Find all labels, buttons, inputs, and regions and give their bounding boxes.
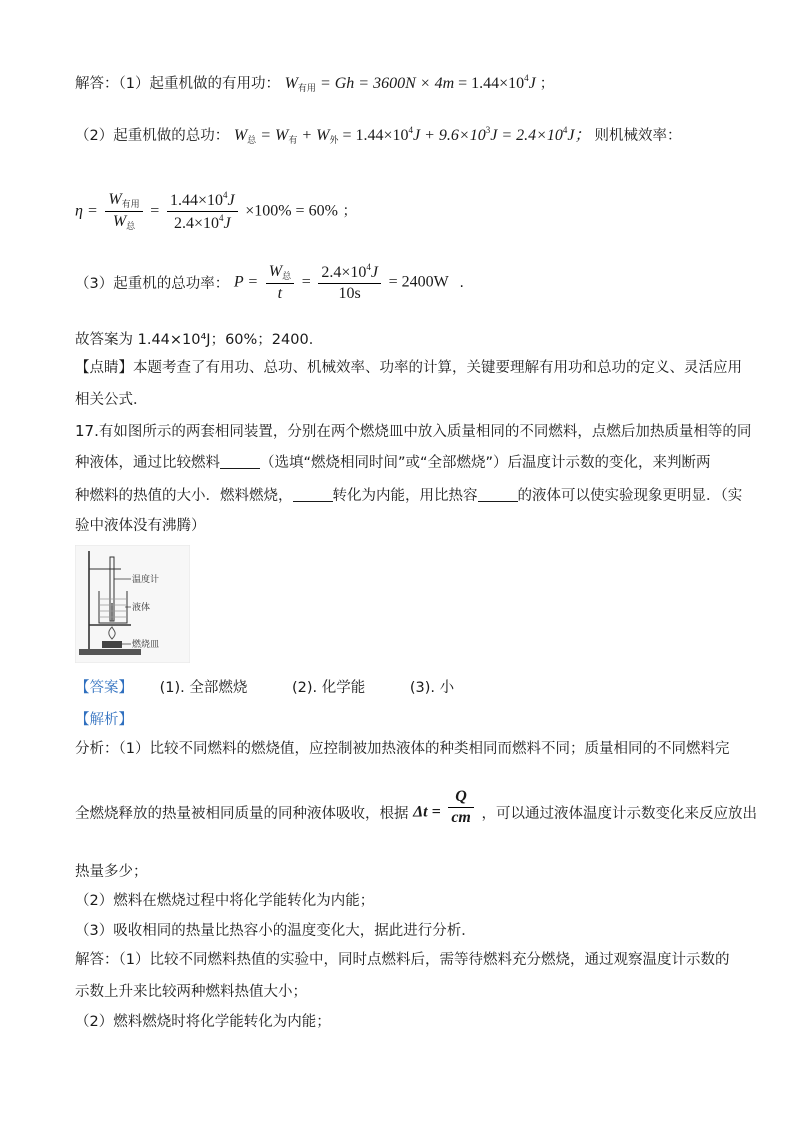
solution-part3-label: （3）起重机的总功率： <box>75 276 230 292</box>
comment-line-2: 相关公式． <box>75 392 148 408</box>
solution-part2-label: （2）起重机做的总功： <box>75 128 230 144</box>
eta-fraction-numeric: $\frac{1.44\times 10^4J}{2.4\times 10^4J}$ <box>167 190 238 233</box>
analysis-line-4: （2）燃料在燃烧过程中将化学能转化为内能； <box>75 893 375 909</box>
blank-2[interactable] <box>293 487 333 502</box>
answer-summary: 故答案为 1.44×10⁴J；60%；2400． <box>75 332 324 348</box>
useful-work-formula: $W_{有用} = Gh = 3600N \times 4m = 1.44\times 10^4J$ <box>284 73 536 94</box>
analysis-line-3: 热量多少； <box>75 864 148 880</box>
power-fraction-numeric: $\frac{2.4\times 10^4J}{10s}$ <box>318 262 381 303</box>
solution-part1: 解答：（1）起重机做的有用功： $W_{有用} = Gh = 3600N \times 4m = 1.44\times 10^4J$ ； <box>75 73 555 94</box>
power-fraction-symbolic: $\frac{W_总}{t}$ <box>266 263 294 303</box>
answer-2: (2). 化学能 <box>291 680 366 696</box>
question-17-line-4: 验中液体没有沸腾） <box>75 518 206 534</box>
answer-tag: 【答案】 <box>75 680 133 696</box>
delta-t-fraction: $\frac{Q}{cm}$ <box>448 788 474 827</box>
analysis-tag: 【解析】 <box>75 712 133 728</box>
question-17-line-1: 17.有如图所示的两套相同装置，分别在两个燃烧皿中放入质量相同的不同燃料，点燃后加热质量相等的同 <box>75 422 752 440</box>
blank-3[interactable] <box>478 487 518 502</box>
apparatus-diagram <box>75 545 190 663</box>
solution-part1-label: 解答：（1）起重机做的有用功： <box>75 76 280 92</box>
blank-1[interactable] <box>220 454 260 469</box>
solution-part3: （3）起重机的总功率： P = $\frac{W_总}{t}$ = $\frac{2.4\times 10^4J}{10s}$ = 2400W . <box>75 262 464 302</box>
liquid-label: 液体 <box>132 603 151 613</box>
dish-label: 燃烧皿 <box>132 640 160 650</box>
eta-symbol: η = <box>75 202 98 220</box>
question-17-line-2: 种液体，通过比较燃料 （选填“燃烧相同时间”或“全部燃烧”）后温度计示数的变化，来判断两 <box>75 455 711 471</box>
efficiency-formula: η = $\frac{W_{有用}}{W_总}$ = $\frac{1.44\times 10^4J}{2.4\times 10^4J}$ ×100% = 60% ； <box>75 190 357 232</box>
solution-line-3: （2）燃料燃烧时将化学能转化为内能； <box>75 1014 331 1030</box>
solution-line-2: 示数上升来比较两种燃料热值大小； <box>75 984 307 1000</box>
analysis-line-5: （3）吸收相同的热量比热容小的温度变化大，据此进行分析． <box>75 923 476 939</box>
analysis-line-2: 全燃烧释放的热量被相同质量的同种液体吸收，根据 Δt = $\frac{Q}{cm}$ ，可以通过液体温度计示数变化来反应放出 <box>75 788 757 826</box>
analysis-line-1: 分析：（1）比较不同燃料的燃烧值，应控制被加热液体的种类相同而燃料不同；质量相同的不同燃料完 <box>75 741 730 757</box>
question-number: 17. <box>75 422 99 440</box>
thermometer-label: 温度计 <box>132 575 160 585</box>
question-17-line-3: 种燃料的热值的大小．燃料燃烧， 转化为内能，用比热容 的液体可以使实验现象更明显．（实 <box>75 488 743 504</box>
answer-1: (1). 全部燃烧 <box>159 680 248 696</box>
answer-3: (3). 小 <box>409 680 455 696</box>
total-work-formula: $W_总 = W_有 + W_外 = 1.44\times 10^4J + 9.6\times 10^3J = 2.4\times 10^4J$； <box>233 125 591 146</box>
solution-line-1: 解答：（1）比较不同燃料热值的实验中，同时点燃料后，需等待燃料充分燃烧，通过观察温度计示数的 <box>75 952 730 968</box>
eta-fraction-symbolic: $\frac{W_{有用}}{W_总}$ <box>105 191 142 232</box>
comment-line-1: 【点睛】本题考查了有用功、总功、机械效率、功率的计算，关键要理解有用功和总功的定义、灵活应用 <box>75 360 742 376</box>
solution-part2: （2）起重机做的总功： $W_总 = W_有 + W_外 = 1.44\times 10^4J + 9.6\times 10^3J = 2.4\times 10^4J$； 则机械效率： <box>75 125 682 146</box>
delta-t-formula: Δt = <box>413 803 441 821</box>
answer-row <box>75 678 454 698</box>
